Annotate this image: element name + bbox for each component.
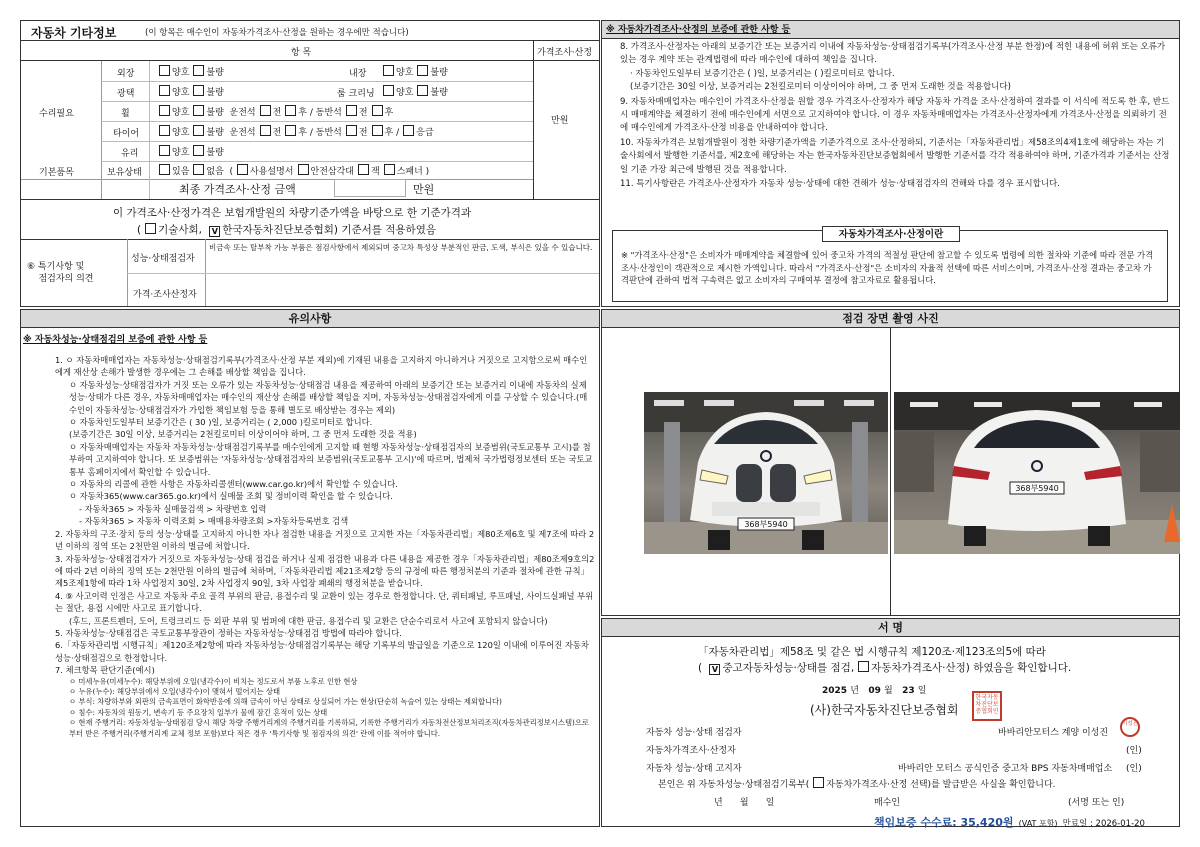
checkbox[interactable]: [193, 164, 204, 175]
note-1: 1. ㅇ 자동차매매업자는 자동차성능·상태점검기록부(가격조사·산정 부분 제외)에 기재된 내용을 고지하지 아니하거나 거짓으로 고지함으로써 매수인에게 재산상 손해가 발생한 경우에는 그 손해를 배상할 책임을 집니다.: [55, 355, 588, 378]
note-1g: ㅇ 자동차365(www.car365.go.kr)에서 실매물 조회 및 정비이력 확인을 할 수 있습니다.: [69, 491, 393, 502]
photos-section: [601, 309, 1180, 616]
row-tire-opts: 양호 불량 운전석 전 후 / 동반석 전 후 / 응급: [155, 125, 434, 138]
basic-status-label: 보유상태: [107, 168, 142, 178]
etc-title: 자동차 기타정보: [31, 26, 117, 40]
row-gloss-label: 광택: [117, 89, 135, 99]
warranty-item-9: 9. 자동차매매업자는 매수인이 가격조사·산정을 원할 경우 가격조사·산정자가 해당 자동차 가격을 조사·산정하여 결과를 이 서식에 적도록 한 후, 반드시 매매계약을 체결하기 전에 매수인에게 서면으로 고지하여야 합니다. 이 경우 자동차매매업자는 가격조사·산정자에게 가격조사·산정을 의뢰하기 전에 매수인에게 가격조사·산정 비용을 안내하여야 합니다.: [620, 96, 1170, 134]
note-5: 5. 자동차성능·상태점검은 국토교통부장관이 정하는 자동차성능·상태점검 방법에 따라야 합니다.: [55, 627, 402, 638]
final-price-unit: 만원: [413, 183, 435, 196]
checkbox[interactable]: [159, 145, 170, 156]
row-exterior-label: 외장: [117, 69, 135, 79]
checkbox-kaiwa[interactable]: V: [209, 226, 220, 237]
checkbox-inspection[interactable]: V: [709, 664, 720, 675]
row-room-opts: 양호 불량: [379, 85, 448, 98]
row-wheel-opts: 양호 불량 운전석 전 후 / 동반석 전 후: [155, 105, 393, 118]
checkbox[interactable]: [372, 105, 383, 116]
etc-section: [20, 20, 600, 307]
row-room-label: 룸 크리닝: [337, 89, 375, 99]
checkbox[interactable]: [159, 65, 170, 76]
note-6: 6.「자동차관리법 시행규칙」제120조제2항에 따라 자동차성능·상태점검기록부는 해당 기록부의 발급일을 기준으로 120일 이내에 이루어진 자동차 성능·상태점검으로 한정합니다.: [55, 640, 589, 663]
warranty-item-8-note: (보증기간은 30일 이상, 보증거리는 2천킬로미터 이상이어야 하며, 그 중 먼저 도래한 것을 적용합니다): [630, 82, 1011, 93]
row-glass-opts: 양호 불량: [155, 145, 224, 158]
fee-vat: (VAT 포함): [1018, 819, 1058, 828]
sign-row-pricer-label: 자동차가격조사·산정자: [646, 746, 736, 756]
receipt-b: 자동차가격조사·산정 선택)를 발급받은 사실을 확인합니다.: [826, 780, 1056, 790]
row-wheel-label: 휠: [121, 109, 130, 119]
association-seal: [972, 691, 1002, 721]
checkbox[interactable]: [159, 164, 170, 175]
sign-row-inspector-value: 바바리안모터스 계양 이성진: [998, 728, 1109, 738]
basic-status-opts: 있음 없음 ( 사용설명서 안전삼각대 잭 스패너 ): [155, 164, 429, 177]
fee-label: 책임보증 수수료: 35,420원: [874, 816, 1014, 829]
checkbox[interactable]: [298, 164, 309, 175]
note-7: 7. 체크항목 판단기준(예시): [55, 665, 155, 676]
checkbox-tech[interactable]: [145, 223, 156, 234]
notes-subtitle: ※ 자동차성능·상태점검의 보증에 관한 사항 등: [23, 335, 208, 345]
price-unit: 만원: [551, 116, 569, 126]
checkbox[interactable]: [260, 125, 271, 136]
seal-text: 한국자동차진단보증협회인: [975, 694, 999, 715]
checkbox[interactable]: [159, 85, 170, 96]
signature-law-line: 「자동차관리법」제58조 및 같은 법 시행규칙 제120조·제123조의5에 따라: [698, 646, 1046, 658]
signature-check-pricing: 자동차가격조사·산정) 하였음을 확인합니다.: [871, 662, 1072, 674]
note-7-e: ㅇ 현재 주행거리: 자동차성능·상태점검 당시 해당 차량 주행거리계의 주행거리를 기록하되, 기록한 주행거리가 자동차전산정보처리조직(자동차관리정보시스템)으로부터 받은 주행거리(주행거리계 교체 정보 포함)보다 적은 경우 '특기사항 및 점검자의 의견' 란에 이를 적어야 합니다.: [69, 718, 589, 738]
notes-title: 유의사항: [288, 312, 332, 325]
checkbox-pricing[interactable]: [858, 661, 869, 672]
checkbox[interactable]: [159, 125, 170, 136]
checkbox[interactable]: [285, 125, 296, 136]
buyer-label: 매수인: [874, 798, 901, 808]
checkbox[interactable]: [193, 145, 204, 156]
sign-day: 23: [902, 686, 915, 696]
checkbox[interactable]: [383, 85, 394, 96]
checkbox[interactable]: [193, 105, 204, 116]
price-warranty-section: [601, 20, 1180, 307]
checkbox[interactable]: [193, 125, 204, 136]
receipt-date: 년 월 일: [714, 798, 775, 808]
note-1c: ㅇ 자동차인도일부터 보증기간은 ( 30 )일, 보증거리는 ( 2,000 )킬로미터로 합니다.: [69, 417, 373, 428]
signature-check-inspection: 중고자동차성능·상태를 점검,: [722, 662, 855, 674]
sign-row-notifier-mark: (인): [1126, 764, 1142, 774]
checkbox[interactable]: [358, 164, 369, 175]
note-1d: (보증기간은 30일 이상, 보증거리는 2천킬로미터 이상이어야 하며, 그 중 먼저 도래한 것을 적용): [69, 429, 417, 440]
checkbox[interactable]: [193, 65, 204, 76]
warranty-item-11: 11. 특기사항란은 가격조사·산정자가 자동차 성능·상태에 대한 견해가 성능·상태점검자의 견해와 다를 경우 표시합니다.: [620, 179, 1060, 190]
note-2: 2. 자동차의 구조·장치 등의 성능·상태를 고지하지 아니한 자나 점검한 내용을 거짓으로 고지한 자는「자동차관리법」제80조제6호 및 제7조에 따라 2년 이하의 징역 또는 2천만원 이하의 벌금에 처합니다.: [55, 528, 595, 552]
rear-car-photo: [894, 392, 1180, 554]
note-7-d: ㅇ 침수: 자동차의 원동기, 변속기 등 주요장치 일부가 물에 잠긴 흔적이 있는 상태: [69, 707, 328, 717]
sign-row-inspector-label: 자동차 성능·상태 점검자: [646, 728, 742, 738]
base-price-line1: 이 가격조사·산정가격은 보험개발원의 차량기준가액을 바탕으로 한 기준가격과: [113, 207, 472, 219]
signature-date: [822, 683, 926, 696]
buyer-sign: (서명 또는 인): [1068, 798, 1125, 808]
signature-section: [601, 618, 1180, 827]
checkbox[interactable]: [159, 105, 170, 116]
sign-month-label: 월: [883, 686, 893, 696]
sign-row-notifier-label: 자동차 성능·상태 고지자: [646, 764, 742, 774]
note-1e: ㅇ 자동차매매업자는 자동차 자동차성능·상태점검기록부를 매수인에게 고지할 때 현행 자동차성능·상태점검자의 보증범위(국토교통부 고시)를 첨부하여 고지하여야 합니다. 또 보증범위는 '자동차성능·상태점검자의 보증범위(국토교통부 고시)'에 따르며, 법제처 국가법령정보센터 또는 국토교통부 홈페이지에서 확인할 수 있습니다.: [69, 441, 593, 477]
fee-expiry: 만료일 : 2026-01-20: [1062, 819, 1145, 829]
warranty-item-8: 8. 가격조사·산정자는 아래의 보증기간 또는 보증거리 이내에 자동차성능·상태점검기록부(가격조사·산정 부분 한정)에 적힌 내용에 허위 또는 오류가 있는 경우 계약 또는 관계법령에 따라 매수인에 대하여 책임을 집니다.: [620, 42, 1166, 66]
note-1i: - 자동차365 > 자동차 이력조회 > 매매용차량조회 >자동차등록번호 검색: [79, 516, 349, 527]
note-4: 4. ⑨ 사고이력 인정은 사고로 자동차 주요 골격 부위의 판금, 용접수리 및 교환이 있는 경우로 한정합니다. 단, 쿼터패널, 루프패널, 사이드실패널 부위는 절단, 용접 시에만 사고로 표기합니다.: [55, 590, 594, 614]
stamp-text: 이성진: [1122, 721, 1138, 727]
note-7-a: ㅇ 미세누유(미세누수): 해당부위에 오일(냉각수)이 비치는 정도로서 부품 노후로 인한 현상: [69, 676, 358, 686]
row-tire-label: 타이어: [113, 129, 140, 139]
checkbox[interactable]: [403, 125, 414, 136]
checkbox[interactable]: [285, 105, 296, 116]
note-7-b: ㅇ 누유(누수): 해당부위에서 오일(냉각수)이 맺혀서 떨어지는 상태: [69, 686, 281, 696]
signature-org: (사)한국자동차진단보증협회: [810, 703, 959, 717]
note-1b: ㅇ 자동차성능·상태점검자가 거짓 또는 오류가 있는 자동차성능·상태점검 내용을 제공하여 아래의 보증기간 또는 보증거리 이내에 자동차의 실제 성능·상태가 다른 경우, 자동차매매업자는 매수인의 재산상 손해를 배상할 책임을 지며, 자동차성능·상태점검자에게 이를 구상할 수 있습니다.(매수인이 자동차성능·상태점검자가 가입한 책임보험 등을 통해 별도로 배상받는 경우는 제외): [69, 379, 588, 415]
col-item-header: 항 목: [291, 48, 312, 58]
notes-section: [20, 309, 600, 827]
note-1f: ㅇ 자동차의 리콜에 관한 사항은 자동차리콜센터(www.car.go.kr)에서 확인할 수 있습니다.: [69, 479, 398, 490]
final-price-label: 최종 가격조사·산정 금액: [179, 183, 296, 196]
price-definition-title: 자동차가격조사·산정이란: [838, 229, 944, 240]
base-price-line2: ( 기술사회, V 한국자동차진단보증협회) 기준서를 적용하였음: [137, 224, 436, 236]
front-plate: 368부5940: [744, 520, 788, 529]
sign-year: 2025: [822, 686, 848, 696]
checkbox[interactable]: [372, 125, 383, 136]
checkbox[interactable]: [346, 125, 357, 136]
final-price-input[interactable]: [334, 179, 406, 197]
note-4b: (후드, 프론트펜더, 도어, 트렁크리드 등 외판 부위 및 범퍼에 대한 판금, 용접수리 및 교환은 단순수리로서 사고에 포함되지 않습니다): [69, 615, 548, 626]
signature-title: 서 명: [877, 621, 904, 634]
row-interior-label: 내장: [349, 69, 367, 79]
sign-row-pricer-mark: (인): [1126, 746, 1142, 756]
checkbox[interactable]: [260, 105, 271, 116]
note-1h: - 자동차365 > 자동차 실매물검색 > 차량번호 입력: [79, 503, 267, 514]
inspector-stamp: [1120, 717, 1140, 737]
signature-confirm-line: ( V 중고자동차성능·상태를 점검, 자동차가격조사·산정) 하였음을 확인합니다.: [698, 662, 1072, 674]
price-warranty-title: ※ 자동차가격조사·산정의 보증에 관한 사항 등: [606, 25, 791, 35]
checkbox[interactable]: [383, 65, 394, 76]
warranty-item-10: 10. 자동차가격은 보험개발원이 정한 차량기준가액을 기준가격으로 조사·산정하되, 기준서는「자동차관리법」제58조의4제1호에 해당하는 자는 기술사회에서 발행한 기준서를, 제2호에 해당하는 자는 한국자동차진단보증협회에서 발행한 기준서를 각각 적용하여야 하며, 기준가격과 기준서는 산정일 기준 가장 최근에 발행된 것을 적용합니다.: [620, 137, 1170, 175]
special-price-label: 가격·조사산정자: [133, 290, 197, 300]
checkbox[interactable]: [384, 164, 395, 175]
front-car-photo: [644, 392, 888, 554]
note-7-c: ㅇ 부식: 차량하부와 외판의 금속표면이 화학반응에 의해 금속이 아닌 상태로 상실되어 가는 현상(단순히 녹슬어 있는 상태는 제외합니다): [69, 697, 502, 707]
receipt-a: 본인은 위 자동차성능·상태점검기록부(: [658, 780, 810, 790]
checkbox-receipt[interactable]: [813, 777, 824, 788]
row-gloss-opts: 양호 불량: [155, 85, 224, 98]
receipt-line: [658, 777, 1056, 790]
sign-year-label: 년: [850, 686, 859, 696]
note-3: 3. 자동차성능·상태점검자가 거짓으로 자동차성능·상태 점검을 하거나 실제 점검한 내용과 다른 내용을 제공한 경우「자동차관리법」제80조제9호의2에 따라 2년 이하의 징역 또는 2천만원 이하의 벌금에 처하며,「자동차관리법 제21조제2항 등의 규정에 따른 행정처분의 기준과 절차에 관한 규칙」제5조제1항에 따라 1차 사업정지 30일, 2차 사업정지 90일, 3차 사업장 폐쇄의 행정처분을 받습니다.: [55, 553, 595, 589]
warranty-item-8-period: · 자동차인도일부터 보증기간은 ( )일, 보증거리는 ( )킬로미터로 합니다.: [630, 68, 895, 79]
checkbox[interactable]: [237, 164, 248, 175]
etc-subtitle: (이 항목은 매수인이 자동차가격조사·산정을 원하는 경우에만 적습니다): [145, 28, 409, 38]
col-price-header: 가격조사·산정: [537, 48, 593, 58]
checkbox[interactable]: [346, 105, 357, 116]
special-notes-label: ⑥ 특기사항 및 점검자의 의견: [27, 262, 94, 284]
checkbox[interactable]: [417, 65, 428, 76]
sign-row-notifier-value: 바바리안 모터스 공식인증 중고차 BPS 자동차매매업소: [898, 764, 1113, 774]
fee-line: [874, 811, 1145, 830]
rear-plate: 368부5940: [1015, 484, 1059, 493]
repair-needed-label: 수리필요: [39, 109, 74, 119]
row-glass-label: 유리: [121, 149, 139, 159]
photos-title: 점검 장면 촬영 사진: [842, 312, 939, 325]
special-inspector-text: 비금속 또는 탈부착 가능 부품은 점검사항에서 제외되며 중고차 특성상 부분적인 판금, 도색, 부식은 있을 수 있습니다.: [209, 243, 593, 252]
sign-day-label: 일: [917, 686, 927, 696]
row-interior-opts: 양호 불량: [379, 65, 448, 78]
basic-items-label: 기본품목: [39, 168, 74, 178]
special-inspector-label: 성능·상태점검자: [131, 254, 195, 264]
checkbox[interactable]: [417, 85, 428, 96]
row-exterior-opts: 양호 불량: [155, 65, 224, 78]
sign-month: 09: [868, 686, 881, 696]
price-definition-text: ※ "가격조사·산정"은 소비자가 매매계약을 체결함에 있어 중고차 가격의 적절성 판단에 참고할 수 있도록 법령에 의한 절차와 기준에 따라 전문 가격조사·산정인이 객관적으로 제시한 가액입니다. 따라서 "가격조사·산정"은 소비자의 자율적 선택에 따른 서비스이며, 가격조사·산정 결과는 중고차 가격판단에 관하여 법적 구속력은 없고 소비자의 구매여부 결정에 참고자료로 활용됩니다.: [621, 250, 1154, 286]
checkbox[interactable]: [193, 85, 204, 96]
